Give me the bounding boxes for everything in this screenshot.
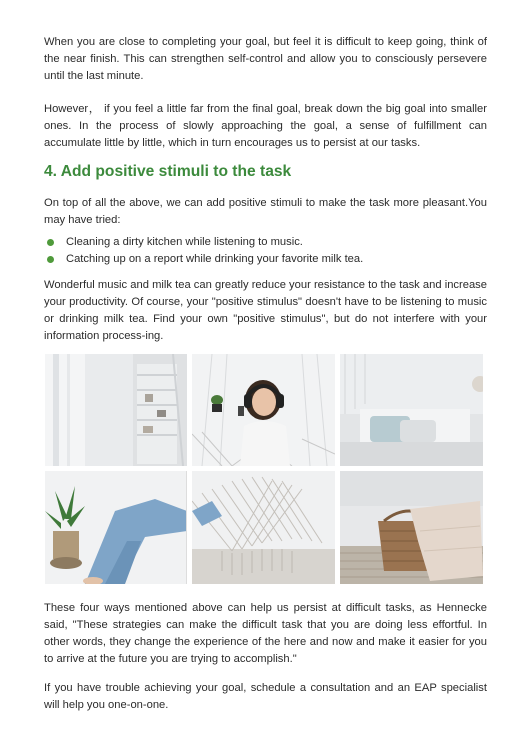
- bullet-dot-icon: [47, 239, 54, 246]
- photo-tile-hammock: [192, 471, 335, 584]
- section-heading: 4. Add positive stimuli to the task: [44, 163, 292, 180]
- paragraph-near-finish: When you are close to completing your goal, but feel it is difficult to keep going, think of the near finish. This can strengthen self-control and allow you to consciously persevere until the last minute.: [44, 36, 487, 82]
- photo-tile-plant-jeans: [45, 471, 187, 584]
- list-item: [44, 234, 487, 251]
- photo-tile-bed: [340, 354, 483, 466]
- paragraph-hennecke-quote: These four ways mentioned above can help us persist at difficult tasks, as Hennecke said, "These strategies can make the difficult task that you are doing less effortful. In other words, they change the experience of the here and now and make it easier for you to arrive at the future you are trying to accomplish.": [44, 602, 487, 665]
- bullet-text: Cleaning a dirty kitchen while listening to music.: [66, 236, 303, 248]
- bullet-list: [44, 234, 487, 268]
- photo-tile-woman-headphones: [192, 354, 335, 466]
- paragraph-positive-stimuli: On top of all the above, we can add positive stimuli to make the task more pleasant.You may have tried:: [44, 197, 487, 226]
- photo-collage: [45, 354, 483, 584]
- list-item: [44, 251, 487, 268]
- photo-tile-shelves: [45, 354, 187, 466]
- paragraph-music-milk-tea: Wonderful music and milk tea can greatly reduce your resistance to the task and increase your productivity. Of course, your "positive stimulus" doesn't have to be listening to music or drinking milk tea. Find your own "positive stimulus", but do not interfere with your information process-ing.: [44, 279, 487, 342]
- bullet-dot-icon: [47, 256, 54, 263]
- paragraph-eap-consultation: If you have trouble achieving your goal, schedule a consultation and an EAP specialist will help you one-on-one.: [44, 682, 487, 711]
- bullet-text: Catching up on a report while drinking your favorite milk tea.: [66, 253, 364, 265]
- photo-tile-basket: [340, 471, 483, 584]
- paragraph-break-down-goal: However， if you feel a little far from the final goal, break down the big goal into smaller ones. In the process of slowly approaching the goal, a sense of fulfillment can accumulate little by little, which in turn encourages us to persist at our tasks.: [44, 103, 487, 149]
